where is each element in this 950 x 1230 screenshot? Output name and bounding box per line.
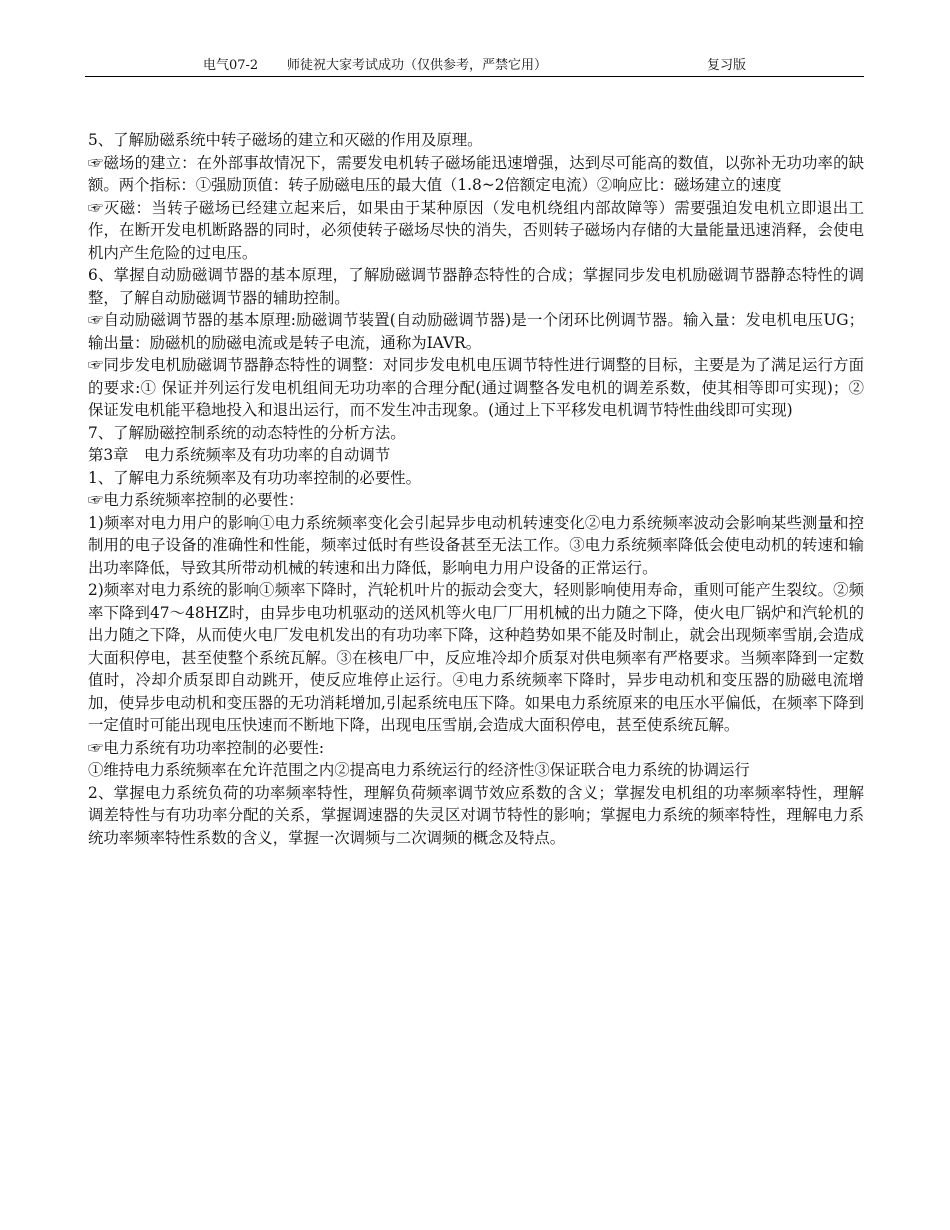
paragraph: 2、掌握电力系统负荷的功率频率特性，理解负荷频率调节效应系数的含义；掌握发电机组的功率频率特性，理解调差特性与有功功率分配的关系，掌握调速器的失灵区对调节特性的影响；掌握电力系统的频率特性，理解电力系统功率频率特性系数的含义，掌握一次调频与二次调频的概念及特点。 <box>88 783 864 847</box>
paragraph: ☞电力系统有功功率控制的必要性: <box>88 738 325 757</box>
paragraph: 5、了解励磁系统中转子磁场的建立和灭磁的作用及原理。 <box>88 131 483 149</box>
paragraph: 7、了解励磁控制系统的动态特性的分析方法。 <box>88 423 406 442</box>
paragraph: 2)频率对电力系统的影响①频率下降时，汽轮机叶片的振动会变大，轻则影响使用寿命，重则可能产生裂纹。②频率下降到47～48HZ时，由异步电功机驱动的送风机等火电厂厂用机械的出力随之下降，使火电厂锅炉和汽轮机的出力随之下降，从而使火电厂发电机发出的有功功率下降，这种趋势如果不能及时制止，就会出现频率雪崩,会造成大面积停电，甚至使整个系统瓦解。③在核电厂中，反应堆冷却介质泵对供电频率有严格要求。当频率降到一定数值时，冷却介质泵即自动跳开，使反应堆停止运行。④电力系统频率下降时，异步电动机和变压器的励磁电流增加，使异步电动机和变压器的无功消耗增加,引起系统电压下降。如果电力系统原来的电压水平偏低，在频率下降到一定值时可能出现电压快速而不断地下降，出现电压雪崩,会造成大面积停电，甚至使系统瓦解。 <box>88 581 864 734</box>
header-edition: 复习版 <box>707 58 747 73</box>
page-header <box>85 56 864 77</box>
paragraph: ☞磁场的建立：在外部事故情况下，需要发电机转子磁场能迅速增强，达到尽可能高的数值，以弥补无功功率的缺额。两个指标：①强励顶值：转子励磁电压的最大值（1.8~2倍额定电流）②响应比：磁场建立的速度 <box>88 153 864 194</box>
paragraph: ☞灭磁：当转子磁场已经建立起来后，如果由于某种原因（发电机绕组内部故障等）需要强迫发电机立即退出工作，在断开发电机断路器的同时，必须使转子磁场尽快的消失，否则转子磁场内存储的大量能量迅速消释，会使电机内产生危险的过电压。 <box>88 198 864 262</box>
paragraph: ☞自动励磁调节器的基本原理:励磁调节装置(自动励磁调节器)是一个闭环比例调节器。输入量：发电机电压UG；输出量：励磁机的励磁电流或是转子电流，通称为IAVR。 <box>88 311 864 352</box>
chapter-heading: 第3章 电力系统频率及有功功率的自动调节 <box>88 446 391 464</box>
paragraph: ☞同步发电机励磁调节器静态特性的调整：对同步发电机电压调节特性进行调整的目标，主要是为了满足运行方面的要求:① 保证并列运行发电机组间无功功率的合理分配(通过调整各发电机的调差系数，使其相等即可实现)；② 保证发电机能平稳地投入和退出运行，而不发生冲击现象。(通过上下平移发电机调节特性曲线即可实现) <box>88 356 864 419</box>
header-course: 电气07-2 <box>203 58 259 73</box>
paragraph: ①维持电力系统频率在允许范围之内②提高电力系统运行的经济性③保证联合电力系统的协调运行 <box>88 761 750 779</box>
paragraph: ☞电力系统频率控制的必要性： <box>88 491 304 509</box>
paragraph: 1、了解电力系统频率及有功功率控制的必要性。 <box>88 468 421 487</box>
paragraph: 1)频率对电力用户的影响①电力系统频率变化会引起异步电动机转速变化②电力系统频率波动会影响某些测量和控制用的电子设备的准确性和性能，频率过低时有些设备甚至无法工作。③电力系统频率降低会使电动机的转速和输出功率降低，导致其所带动机械的转速和出力降低，影响电力用户设备的正常运行。 <box>88 513 864 577</box>
document-body <box>88 129 864 849</box>
header-note: 师徒祝大家考试成功（仅供参考，严禁它用） <box>287 58 548 73</box>
paragraph: 6、掌握自动励磁调节器的基本原理，了解励磁调节器静态特性的合成；掌握同步发电机励磁调节器静态特性的调整，了解自动励磁调节器的辅助控制。 <box>88 266 864 307</box>
